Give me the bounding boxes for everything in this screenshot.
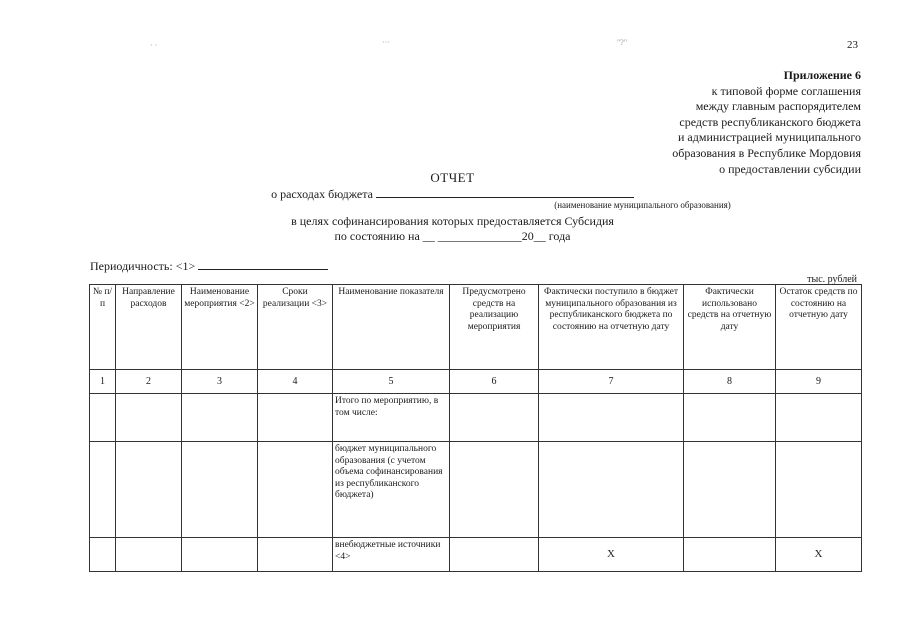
column-header: Направление расходов — [116, 285, 182, 370]
table-cell — [539, 394, 684, 442]
table-cell — [776, 394, 862, 442]
table-cell: X — [539, 538, 684, 572]
periodicity — [90, 258, 328, 274]
table-cell — [182, 538, 258, 572]
page-number: 23 — [847, 39, 858, 51]
scan-mark: ··· — [382, 38, 390, 47]
report-subtitle-text: о расходах бюджета — [271, 187, 373, 201]
table-cell — [258, 394, 333, 442]
column-number: 9 — [776, 370, 862, 394]
scan-mark: "?" — [617, 38, 628, 47]
table-cell — [90, 394, 116, 442]
column-number: 1 — [90, 370, 116, 394]
column-header: Наименование показателя — [333, 285, 450, 370]
table-cell: X — [776, 538, 862, 572]
table-cell — [90, 442, 116, 538]
column-number: 2 — [116, 370, 182, 394]
column-header: Наименование мероприятия <2> — [182, 285, 258, 370]
table-cell — [90, 538, 116, 572]
column-header: Фактически поступило в бюджет муниципального образования из республиканского бюджета по состоянию на отчетную дату — [539, 285, 684, 370]
appendix-line: о предоставлении субсидии — [719, 161, 861, 176]
column-number: 4 — [258, 370, 333, 394]
column-number: 6 — [450, 370, 539, 394]
column-header: Сроки реализации <3> — [258, 285, 333, 370]
table-cell — [450, 442, 539, 538]
periodicity-label: Периодичность: <1> — [90, 259, 196, 273]
column-number: 5 — [333, 370, 450, 394]
scan-mark: · · — [150, 41, 158, 50]
report-table — [89, 284, 862, 572]
table-cell — [450, 538, 539, 572]
table-header-row — [90, 285, 862, 370]
table-cell — [684, 442, 776, 538]
table-row — [90, 538, 862, 572]
table-cell — [116, 442, 182, 538]
table-cell — [258, 538, 333, 572]
column-header: Предусмотрено средств на реализацию мероприятия — [450, 285, 539, 370]
table-cell — [684, 538, 776, 572]
table-cell — [116, 538, 182, 572]
indicator-cell: внебюджетные источники <4> — [333, 538, 450, 572]
appendix-title: Приложение 6 — [783, 68, 861, 82]
column-header: Остаток средств по состоянию на отчетную дату — [776, 285, 862, 370]
table-cell — [539, 442, 684, 538]
column-number-row — [90, 370, 862, 394]
table-cell — [776, 442, 862, 538]
table-cell — [182, 442, 258, 538]
blank-line — [376, 186, 634, 198]
table-row — [90, 442, 862, 538]
table-cell — [116, 394, 182, 442]
appendix-line: и администрацией муниципального — [678, 130, 861, 145]
appendix-block — [672, 68, 861, 177]
blank-line — [198, 258, 328, 270]
table-cell — [258, 442, 333, 538]
units-label: тыс. рублей — [807, 274, 857, 285]
appendix-line: к типовой форме соглашения — [711, 83, 861, 98]
indicator-cell: Итого по мероприятию, в том числе: — [333, 394, 450, 442]
column-number: 8 — [684, 370, 776, 394]
column-header: № п/п — [90, 285, 116, 370]
column-number: 7 — [539, 370, 684, 394]
appendix-line: образования в Республике Мордовия — [672, 145, 861, 160]
column-number: 3 — [182, 370, 258, 394]
table-cell — [182, 394, 258, 442]
table-cell — [684, 394, 776, 442]
report-title: ОТЧЕТ — [430, 170, 475, 185]
report-purpose: в целях софинансирования которых предоставляется Субсидия — [291, 214, 614, 228]
appendix-line: средств республиканского бюджета — [679, 114, 861, 129]
appendix-line: между главным распорядителем — [695, 99, 861, 114]
table-cell — [450, 394, 539, 442]
table-row — [90, 394, 862, 442]
column-header: Фактически использовано средств на отчетную дату — [684, 285, 776, 370]
report-subtitle-note: (наименование муниципального образования) — [554, 200, 731, 210]
indicator-cell: бюджет муниципального образования (с учетом объема софинансирования из республиканского бюджета) — [333, 442, 450, 538]
report-date: по состоянию на __ ______________20__ года — [334, 229, 571, 243]
